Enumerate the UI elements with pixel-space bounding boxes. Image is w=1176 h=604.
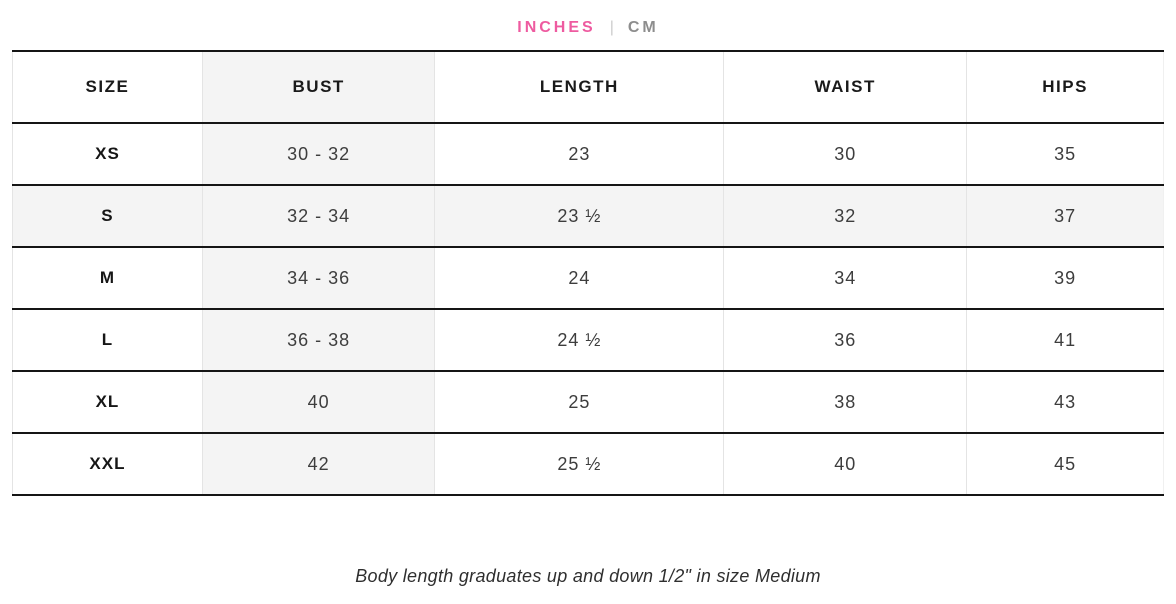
size-label: M (13, 247, 203, 309)
size-label: S (13, 185, 203, 247)
table-row-xs (13, 123, 1164, 185)
size-chart-table (12, 50, 1164, 496)
waist-value: 34 (724, 247, 967, 309)
waist-value: 30 (724, 123, 967, 185)
header-cell-length: LENGTH (435, 51, 724, 123)
inches-unit-button[interactable]: INCHES (517, 19, 596, 36)
unit-toggle-separator: | (609, 19, 614, 36)
length-value: 25 ½ (435, 433, 724, 495)
bust-value: 36 - 38 (202, 309, 435, 371)
header-cell-hips: HIPS (967, 51, 1164, 123)
cm-unit-button[interactable]: CM (627, 19, 659, 36)
bust-value: 32 - 34 (202, 185, 435, 247)
size-label: XL (13, 371, 203, 433)
header-cell-bust: BUST (202, 51, 435, 123)
length-value: 23 (435, 123, 724, 185)
bust-value: 42 (202, 433, 435, 495)
header-cell-size: SIZE (13, 51, 203, 123)
hips-value: 37 (967, 185, 1164, 247)
table-row-xl (13, 371, 1164, 433)
hips-value: 41 (967, 309, 1164, 371)
length-value: 23 ½ (435, 185, 724, 247)
bust-value: 30 - 32 (202, 123, 435, 185)
length-value: 24 (435, 247, 724, 309)
size-label: L (13, 309, 203, 371)
waist-value: 36 (724, 309, 967, 371)
table-row-l (13, 309, 1164, 371)
hips-value: 39 (967, 247, 1164, 309)
hips-value: 43 (967, 371, 1164, 433)
length-value: 24 ½ (435, 309, 724, 371)
bust-value: 40 (202, 371, 435, 433)
length-value: 25 (435, 371, 724, 433)
waist-value: 38 (724, 371, 967, 433)
table-header-row (13, 51, 1164, 123)
table-row-m (13, 247, 1164, 309)
hips-value: 45 (967, 433, 1164, 495)
body-length-footnote: Body length graduates up and down 1/2" in size Medium (355, 566, 821, 586)
bust-value: 34 - 36 (202, 247, 435, 309)
waist-value: 32 (724, 185, 967, 247)
table-row-s (13, 185, 1164, 247)
hips-value: 35 (967, 123, 1164, 185)
size-label: XS (13, 123, 203, 185)
unit-toggle (0, 0, 1176, 37)
header-cell-waist: WAIST (724, 51, 967, 123)
size-chart-table-container (12, 50, 1164, 496)
size-label: XXL (13, 433, 203, 495)
waist-value: 40 (724, 433, 967, 495)
table-row-xxl (13, 433, 1164, 495)
